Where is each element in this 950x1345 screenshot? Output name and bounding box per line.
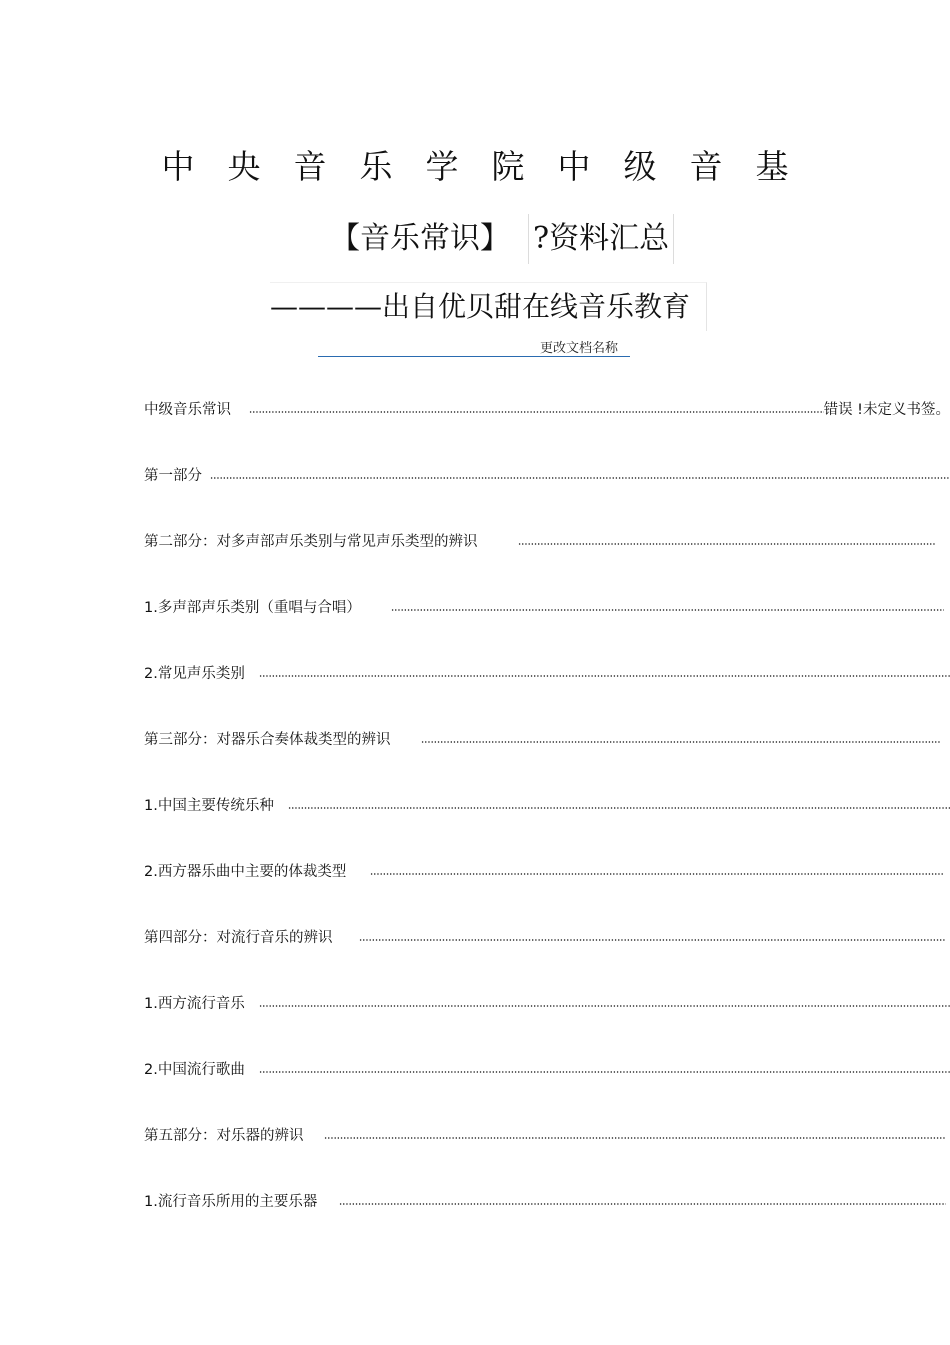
- toc-entry[interactable]: [144, 660, 950, 726]
- table-of-contents: [144, 396, 950, 1254]
- toc-dot-leader: [339, 1188, 946, 1208]
- toc-entry[interactable]: [144, 462, 950, 528]
- toc-entry[interactable]: [144, 858, 950, 924]
- subtitle-collection: ?资料汇总: [528, 214, 674, 264]
- toc-entry-label: 2.常见声乐类别: [144, 666, 245, 682]
- toc-entry-label: 中级音乐常识: [144, 402, 231, 418]
- source-attribution: ————出自优贝甜在线音乐教育: [270, 282, 707, 331]
- toc-entry-label: 1.流行音乐所用的主要乐器: [144, 1194, 318, 1210]
- toc-entry-label: 1.中国主要传统乐种: [144, 798, 274, 814]
- toc-entry-label: 第三部分：对器乐合奏体裁类型的辨识: [144, 732, 391, 748]
- document-title: [0, 144, 950, 190]
- toc-dot-leader: [259, 660, 950, 680]
- toc-entry[interactable]: [144, 594, 950, 660]
- toc-entry[interactable]: [144, 1056, 950, 1122]
- toc-entry[interactable]: [144, 990, 950, 1056]
- toc-entry-error: 错误 !未定义书签。: [823, 402, 950, 418]
- toc-dot-leader: [359, 924, 947, 944]
- toc-entry-label: 第一部分: [144, 468, 202, 484]
- toc-dot-leader: [421, 726, 941, 746]
- toc-entry-label: 1.多声部声乐类别（重唱与合唱）: [144, 600, 361, 616]
- toc-entry-label: 第五部分：对乐器的辨识: [144, 1128, 304, 1144]
- toc-dot-leader: [370, 858, 944, 878]
- toc-entry[interactable]: [144, 396, 950, 462]
- title-char: 乐: [359, 147, 393, 186]
- toc-entry-label: 第四部分：对流行音乐的辨识: [144, 930, 333, 946]
- title-char: 院: [491, 147, 525, 186]
- toc-dot-leader: [324, 1122, 947, 1142]
- toc-entry[interactable]: [144, 1188, 950, 1254]
- toc-entry[interactable]: [144, 924, 950, 990]
- toc-entry[interactable]: [144, 792, 950, 858]
- toc-dot-leader: [210, 462, 950, 482]
- toc-entry[interactable]: [144, 1122, 950, 1188]
- toc-entry-label: 2.中国流行歌曲: [144, 1062, 245, 1078]
- toc-entry[interactable]: [144, 528, 950, 594]
- toc-entry[interactable]: [144, 726, 950, 792]
- toc-dot-leader: [249, 396, 824, 416]
- toc-entry-label: 2.西方器乐曲中主要的体裁类型: [144, 864, 347, 880]
- title-char: 级: [623, 147, 657, 186]
- document-subtitle: [330, 214, 674, 264]
- toc-dot-leader: [391, 594, 944, 614]
- title-char: 学: [425, 147, 459, 186]
- subtitle-topic: 【音乐常识】: [330, 221, 510, 256]
- title-char: 中: [161, 147, 195, 186]
- toc-dot-leader: [518, 528, 937, 548]
- title-char: 音: [293, 147, 327, 186]
- title-char: 中: [557, 147, 591, 186]
- toc-dot-leader: [259, 990, 950, 1010]
- toc-dot-leader: [259, 1056, 950, 1076]
- title-char: 央: [227, 147, 261, 186]
- toc-entry-label: 第二部分：对多声部声乐类别与常见声乐类型的辨识: [144, 534, 478, 550]
- toc-dot-leader: [288, 792, 950, 812]
- toc-entry-label: 1.西方流行音乐: [144, 996, 245, 1012]
- title-char: 基: [755, 147, 789, 186]
- rename-document-link[interactable]: 更改文档名称: [318, 341, 630, 357]
- title-char: 音: [689, 147, 723, 186]
